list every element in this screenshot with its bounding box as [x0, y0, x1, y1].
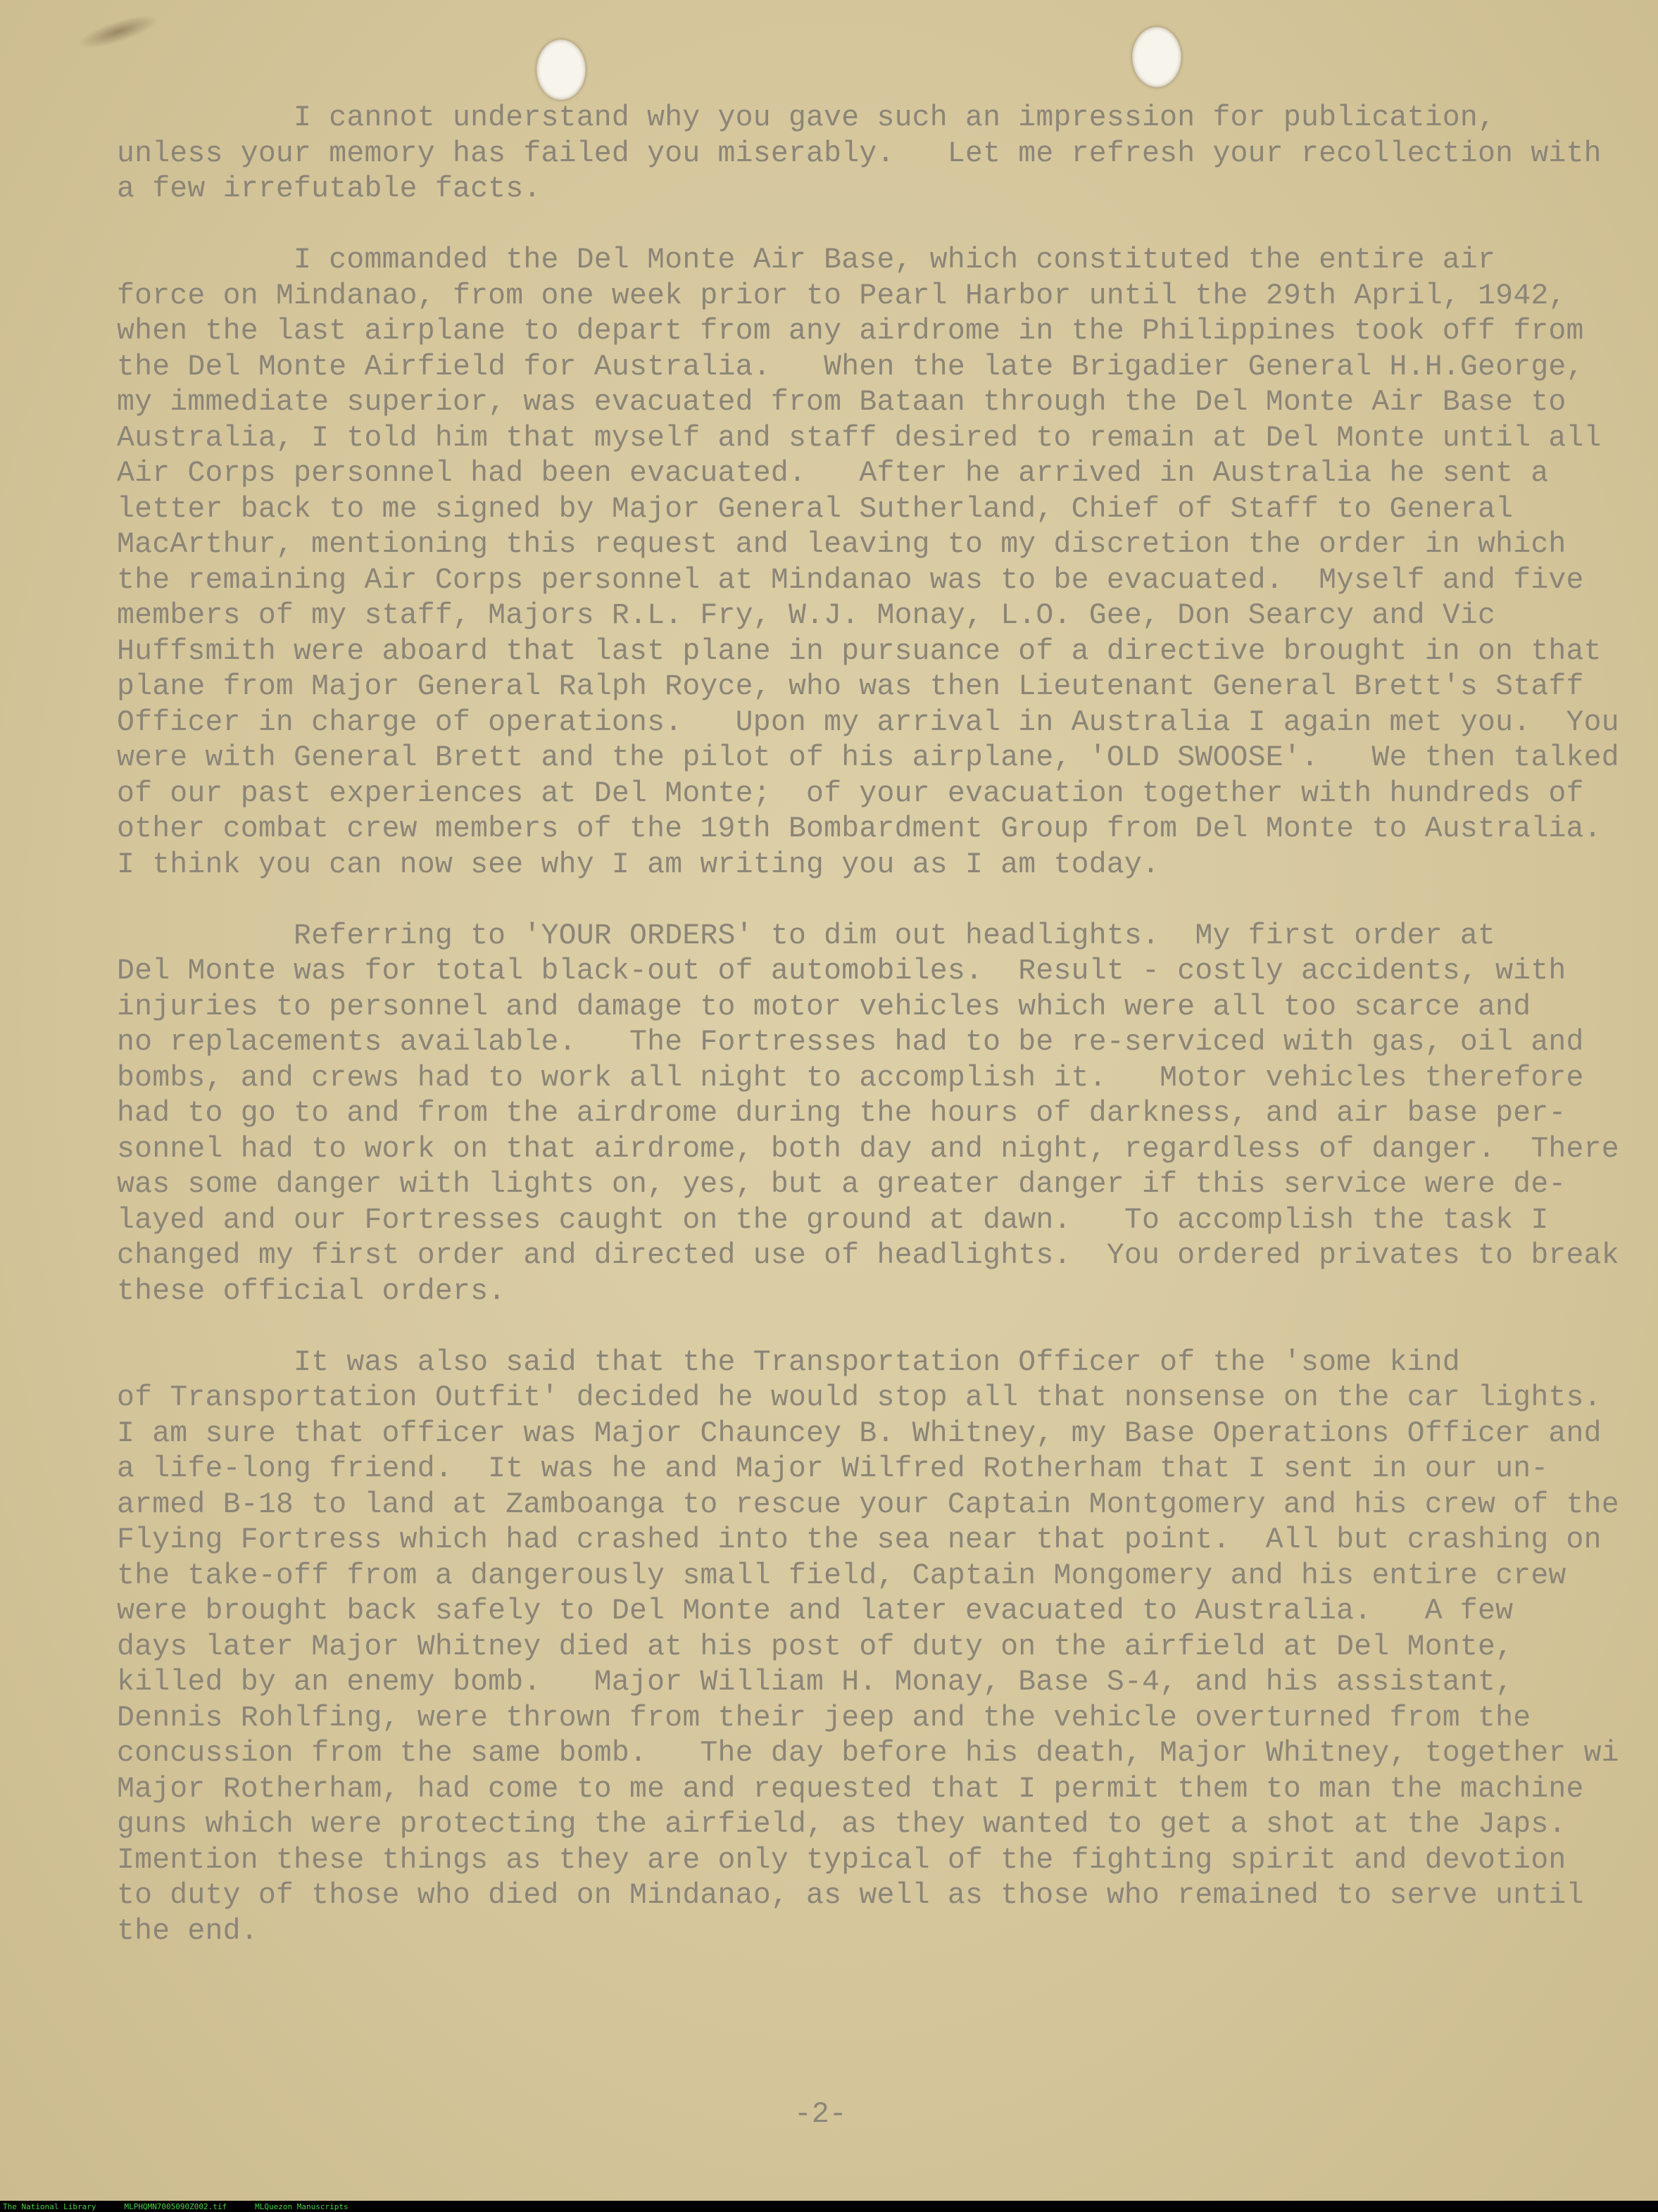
text-line: Australia, I told him that myself and staff desired to remain at Del Monte until all [117, 421, 1602, 455]
text-line: a life-long friend. It was he and Major Wilfred Rotherham that I sent in our un- [117, 1452, 1549, 1485]
paragraph [117, 919, 1658, 1310]
paragraph-gap [117, 883, 1658, 919]
text-line: sonnel had to work on that airdrome, both day and night, regardless of danger. There [117, 1132, 1619, 1166]
text-line: had to go to and from the airdrome during the hours of darkness, and air base per- [117, 1097, 1566, 1130]
text-line: other combat crew members of the 19th Bombardment Group from Del Monte to Australia. [117, 812, 1602, 846]
text-line: to duty of those who died on Mindanao, as well as those who remained to serve until [117, 1879, 1584, 1912]
text-line: Dennis Rohlfing, were thrown from their jeep and the vehicle overturned from the [117, 1701, 1531, 1735]
text-line: no replacements available. The Fortresses had to be re-serviced with gas, oil and [117, 1026, 1584, 1059]
text-line: Air Corps personnel had been evacuated. After he arrived in Australia he sent a [117, 457, 1549, 490]
footer-collection: MLQuezon Manuscripts [255, 2201, 348, 2211]
punch-hole-left [536, 39, 586, 100]
text-line: I am sure that officer was Major Chauncey B. Whitney, my Base Operations Officer and [117, 1416, 1602, 1450]
text-line: I commanded the Del Monte Air Base, which constituted the entire air [117, 244, 1496, 277]
text-line: Del Monte was for total black-out of automobiles. Result - costly accidents, with [117, 955, 1566, 988]
text-line: I cannot understand why you gave such an impression for publication, [117, 101, 1496, 134]
text-line: guns which were protecting the airfield, as they wanted to get a shot at the Japs. [117, 1808, 1566, 1841]
text-line: Referring to 'YOUR ORDERS' to dim out headlights. My first order at [117, 919, 1496, 953]
text-line: my immediate superior, was evacuated from Bataan through the Del Monte Air Base to [117, 386, 1566, 419]
text-line: were brought back safely to Del Monte and later evacuated to Australia. A few [117, 1595, 1514, 1628]
text-line: bombs, and crews had to work all night to accomplish it. Motor vehicles therefore [117, 1061, 1584, 1095]
text-line: concussion from the same bomb. The day before his death, Major Whitney, together wi [117, 1737, 1619, 1770]
text-line: It was also said that the Transportation Officer of the 'some kind [117, 1345, 1460, 1379]
text-line: Imention these things as they are only typical of the fighting spirit and devotion [117, 1843, 1566, 1877]
text-line: Flying Fortress which had crashed into the sea near that point. All but crashing on [117, 1523, 1602, 1557]
text-line: the take-off from a dangerously small field, Captain Mongomery and his entire crew [117, 1559, 1566, 1592]
text-line: Major Rotherham, had come to me and requested that I permit them to man the machine [117, 1772, 1584, 1806]
footer-library: The National Library [3, 2201, 96, 2211]
text-line: changed my first order and directed use of headlights. You ordered privates to break [117, 1239, 1619, 1272]
paper-stain [75, 8, 161, 55]
text-line: unless your memory has failed you miserably. Let me refresh your recollection with [117, 137, 1602, 170]
text-line: the remaining Air Corps personnel at Mindanao was to be evacuated. Myself and five [117, 563, 1584, 597]
punch-hole-right [1132, 27, 1181, 87]
text-line: the end. [117, 1914, 258, 1948]
text-line: the Del Monte Airfield for Australia. When the late Brigadier General H.H.George, [117, 350, 1584, 384]
text-line: force on Mindanao, from one week prior to Pearl Harbor until the 29th April, 1942, [117, 279, 1566, 313]
paragraph [117, 101, 1658, 208]
paragraph [117, 243, 1658, 883]
text-line: of our past experiences at Del Monte; of your evacuation together with hundreds of [117, 777, 1584, 810]
text-line: were with General Brett and the pilot of his airplane, 'OLD SWOOSE'. We then talked [117, 741, 1619, 774]
archive-footer [0, 2201, 1658, 2212]
text-line: a few irrefutable facts. [117, 172, 541, 206]
text-line: was some danger with lights on, yes, but a greater danger if this service were de- [117, 1168, 1566, 1201]
text-line: Huffsmith were aboard that last plane in pursuance of a directive brought in on that [117, 634, 1602, 668]
text-line: armed B-18 to land at Zamboanga to rescue your Captain Montgomery and his crew of the [117, 1488, 1619, 1521]
paragraph-gap [117, 1309, 1658, 1345]
page-number: -2- [794, 2098, 847, 2131]
text-line: MacArthur, mentioning this request and leaving to my discretion the order in which [117, 528, 1566, 561]
text-line: of Transportation Outfit' decided he would stop all that nonsense on the car lights. [117, 1381, 1602, 1414]
text-line: Officer in charge of operations. Upon my arrival in Australia I again met you. You [117, 705, 1619, 739]
paragraph-gap [117, 208, 1658, 244]
paragraph [117, 1345, 1658, 1950]
letter-body [117, 101, 1658, 1949]
text-line: letter back to me signed by Major General Sutherland, Chief of Staff to General [117, 492, 1514, 526]
text-line: plane from Major General Ralph Royce, who was then Lieutenant General Brett's Staff [117, 670, 1584, 703]
text-line: members of my staff, Majors R.L. Fry, W.J. Monay, L.O. Gee, Don Searcy and Vic [117, 599, 1496, 632]
text-line: these official orders. [117, 1274, 506, 1308]
text-line: layed and our Fortresses caught on the ground at dawn. To accomplish the task I [117, 1203, 1549, 1237]
text-line: injuries to personnel and damage to motor vehicles which were all too scarce and [117, 990, 1531, 1024]
footer-file: MLPHQMN7005090Z002.tif [124, 2201, 227, 2211]
text-line: when the last airplane to depart from any airdrome in the Philippines took off from [117, 315, 1584, 348]
text-line: I think you can now see why I am writing you as I am today. [117, 848, 1160, 881]
text-line: killed by an enemy bomb. Major William H. Monay, Base S-4, and his assistant, [117, 1666, 1514, 1699]
text-line: days later Major Whitney died at his post of duty on the airfield at Del Monte, [117, 1630, 1514, 1664]
